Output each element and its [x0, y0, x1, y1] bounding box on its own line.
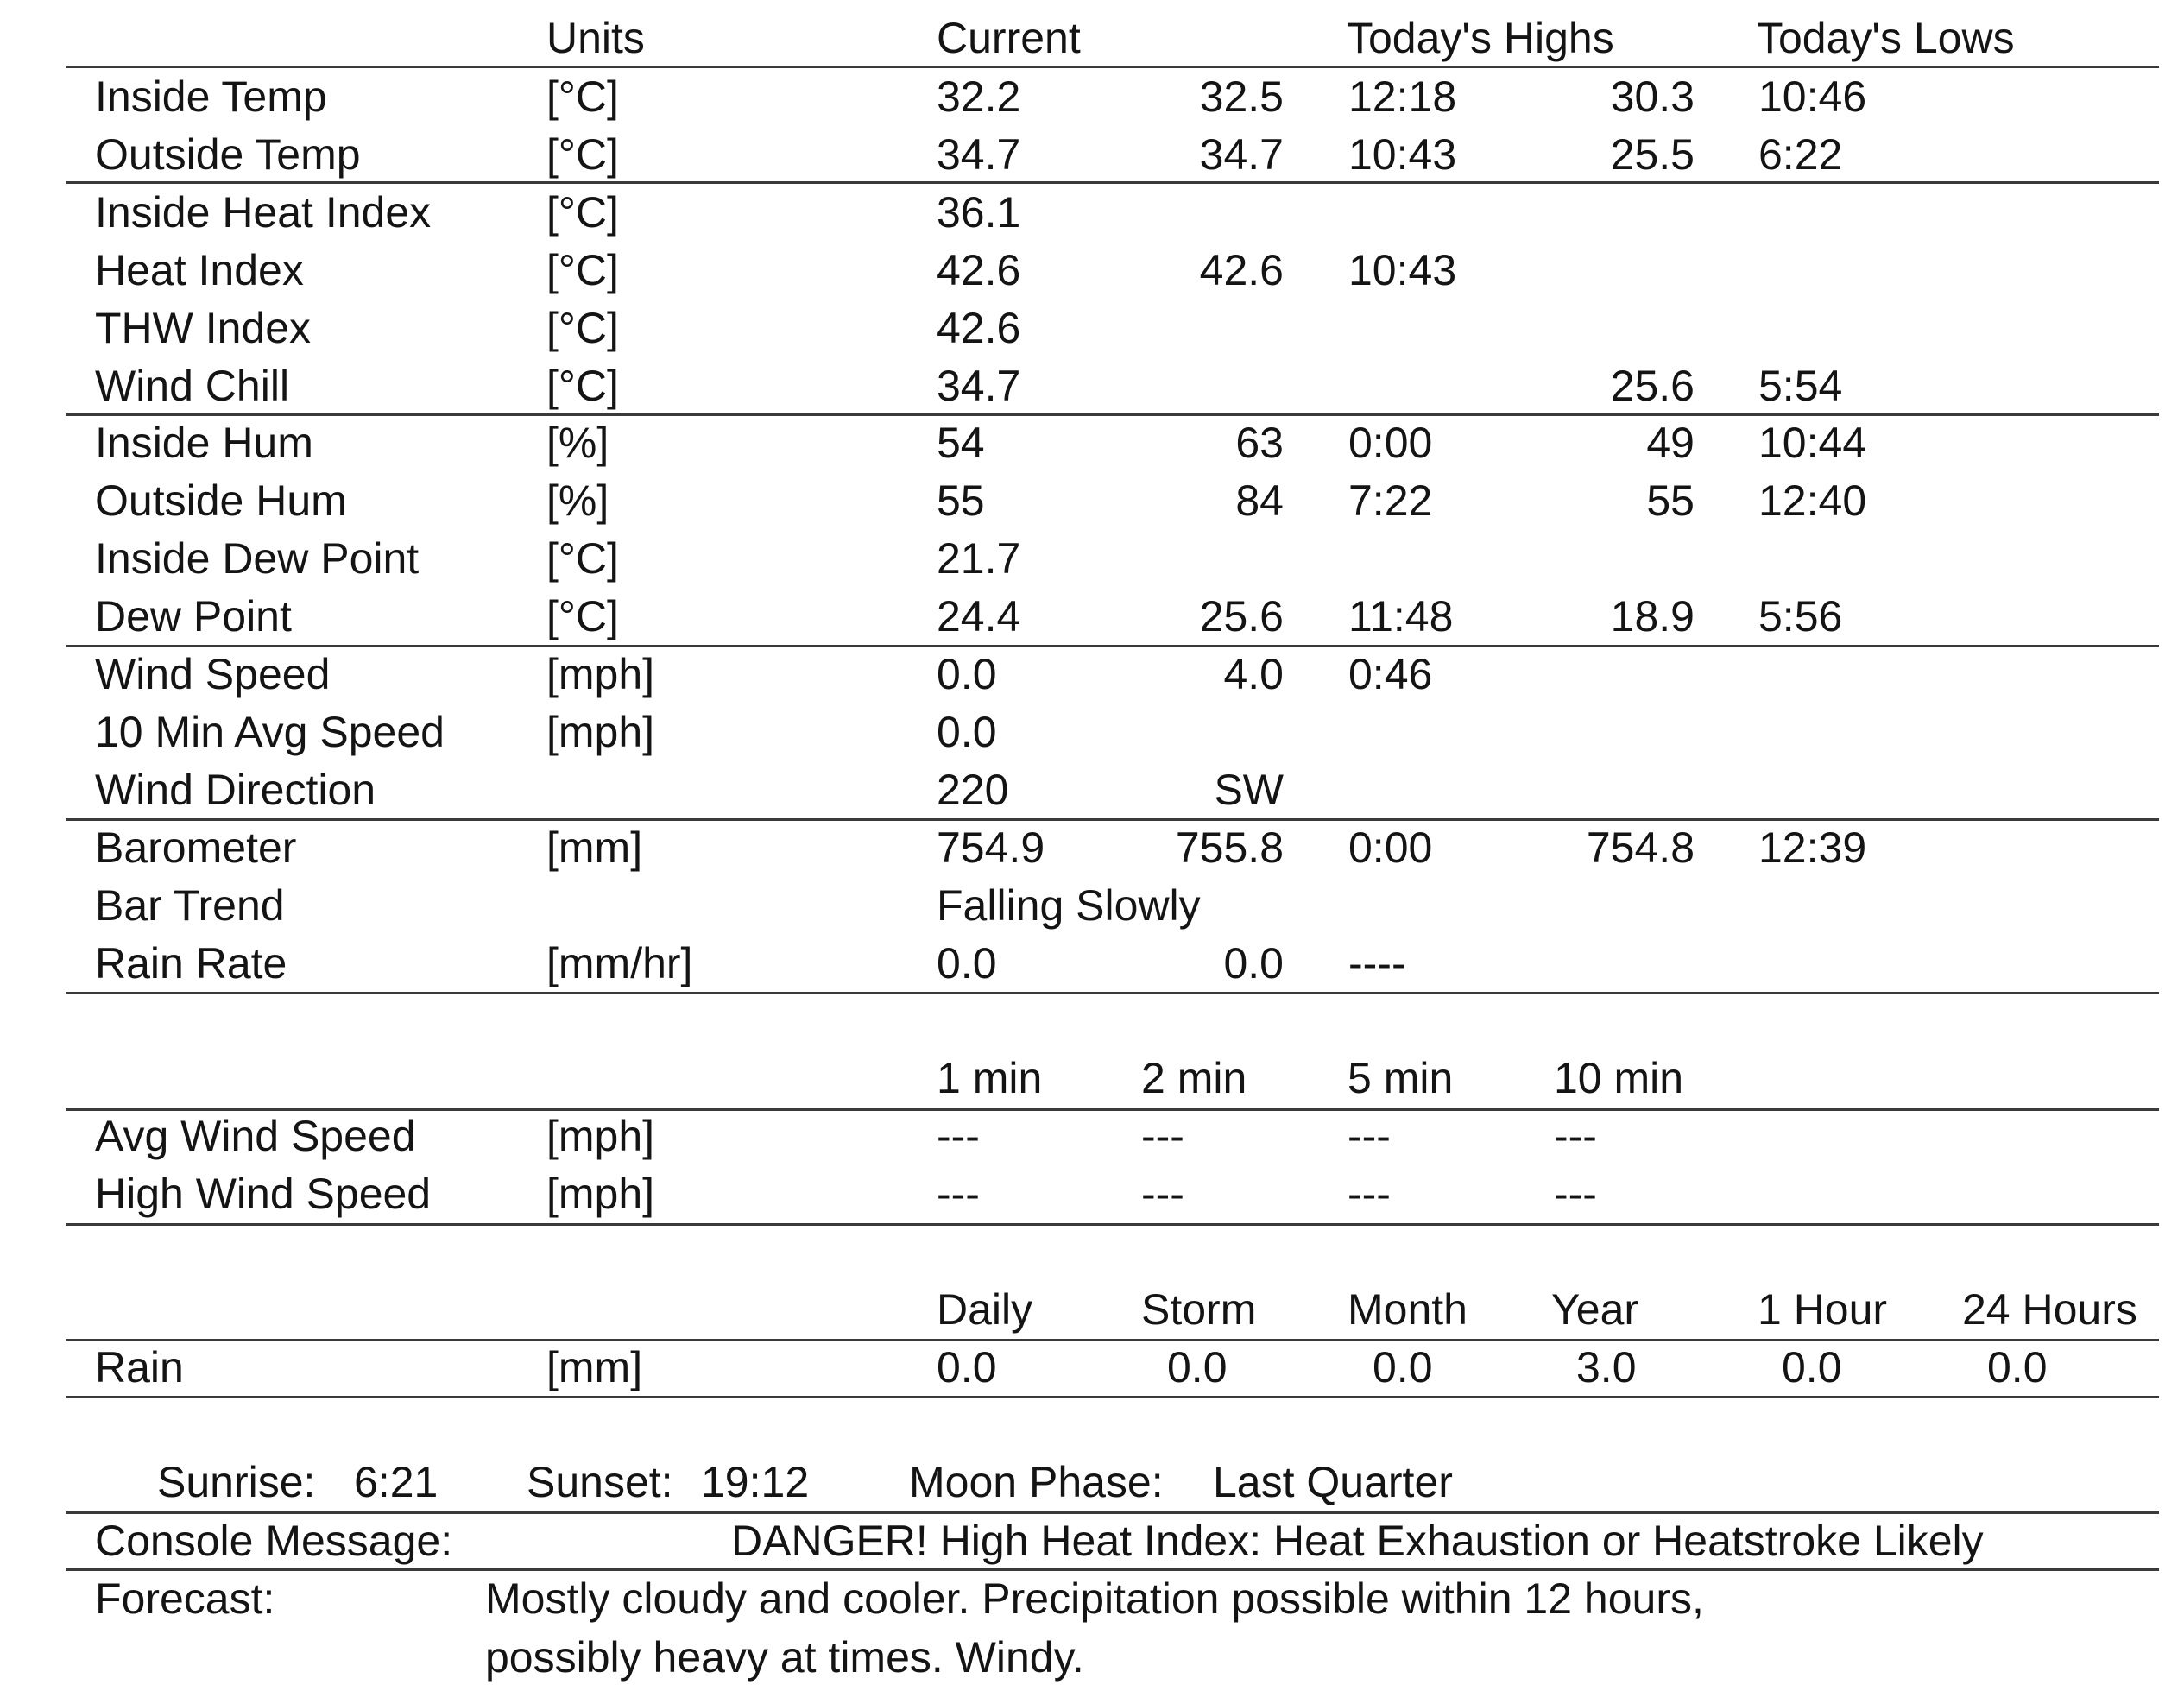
reading-label: Outside Temp	[95, 129, 361, 179]
reading-current: 21.7	[937, 534, 1021, 584]
reading-low-time: 6:22	[1758, 129, 1843, 179]
rain-col-1hour: 1 Hour	[1758, 1285, 1888, 1334]
rain-col-storm: Storm	[1141, 1285, 1257, 1334]
reading-current: 0.0	[937, 707, 997, 756]
reading-current: 0.0	[937, 938, 997, 987]
rain-1hour: 0.0	[1782, 1343, 1842, 1391]
console-message-label: Console Message:	[95, 1517, 453, 1565]
reading-high: 25.6	[1199, 592, 1284, 641]
wind-col-10min: 10 min	[1554, 1054, 1684, 1102]
reading-low: 754.8	[1586, 823, 1695, 872]
reading-label: Outside Hum	[95, 476, 347, 526]
divider	[66, 818, 2159, 821]
divider	[66, 1223, 2159, 1226]
high-wind-5min: ---	[1348, 1170, 1391, 1218]
reading-units: [%]	[546, 476, 609, 526]
reading-units: [mm/hr]	[546, 938, 693, 987]
reading-current: 54	[937, 419, 985, 468]
reading-high-time: 11:48	[1348, 592, 1454, 641]
header-current: Current	[937, 14, 1081, 62]
reading-low-time: 12:40	[1758, 476, 1867, 526]
reading-low: 25.5	[1610, 129, 1695, 179]
sunrise-value: 6:21	[354, 1458, 439, 1506]
high-wind-10min: ---	[1554, 1170, 1597, 1218]
reading-low: 49	[1646, 419, 1695, 468]
sunset-label: Sunset:	[527, 1458, 673, 1506]
reading-units: [°C]	[546, 592, 619, 641]
reading-units: [°C]	[546, 73, 619, 121]
reading-high: 4.0	[1223, 650, 1284, 698]
divider	[66, 413, 2159, 416]
reading-high-time: 12:18	[1348, 73, 1457, 121]
forecast-line-1: Mostly cloudy and cooler. Precipitation possible within 12 hours,	[485, 1574, 1704, 1623]
reading-current: 42.6	[937, 303, 1021, 352]
reading-current: 220	[937, 765, 1009, 814]
reading-low: 25.6	[1610, 361, 1695, 410]
wind-col-2min: 2 min	[1141, 1054, 1247, 1102]
rain-24hours: 0.0	[1987, 1343, 2048, 1391]
reading-high-time: 7:22	[1348, 476, 1433, 526]
divider	[66, 992, 2159, 994]
reading-current: Falling Slowly	[937, 880, 1201, 930]
reading-low-time: 5:54	[1758, 361, 1843, 410]
reading-high: SW	[1214, 765, 1284, 814]
reading-current: 55	[937, 476, 985, 526]
avg-wind-10min: ---	[1554, 1112, 1597, 1160]
reading-units: [°C]	[546, 245, 619, 294]
console-message: DANGER! High Heat Index: Heat Exhaustion or Heatstroke Likely	[731, 1517, 1984, 1565]
header-todays-lows: Today's Lows	[1757, 14, 2015, 62]
rain-label: Rain	[95, 1343, 184, 1391]
reading-label: Wind Chill	[95, 361, 290, 410]
divider	[66, 1568, 2159, 1571]
reading-units: [%]	[546, 419, 609, 468]
reading-current: 24.4	[937, 592, 1021, 641]
reading-label: Inside Hum	[95, 419, 313, 468]
reading-label: Rain Rate	[95, 938, 287, 987]
reading-high: 63	[1235, 419, 1284, 468]
divider	[66, 1511, 2159, 1514]
divider	[66, 1339, 2159, 1341]
reading-high: 42.6	[1199, 245, 1284, 294]
avg-wind-2min: ---	[1141, 1112, 1184, 1160]
divider	[66, 181, 2159, 184]
rain-year: 3.0	[1576, 1343, 1637, 1391]
reading-high-time: 0:00	[1348, 419, 1433, 468]
reading-units: [mph]	[546, 707, 655, 756]
reading-label: Wind Speed	[95, 650, 331, 698]
wind-col-1min: 1 min	[937, 1054, 1043, 1102]
reading-high-time: 10:43	[1348, 245, 1457, 294]
reading-label: Dew Point	[95, 592, 292, 641]
reading-high: 32.5	[1199, 73, 1284, 121]
high-wind-2min: ---	[1141, 1170, 1184, 1218]
forecast-line-2: possibly heavy at times. Windy.	[485, 1633, 1084, 1682]
avg-wind-1min: ---	[937, 1112, 980, 1160]
header-todays-highs: Today's Highs	[1347, 14, 1614, 62]
reading-current: 34.7	[937, 361, 1021, 410]
reading-units: [°C]	[546, 534, 619, 584]
reading-label: THW Index	[95, 303, 312, 352]
reading-label: Barometer	[95, 823, 297, 872]
reading-units: [°C]	[546, 187, 619, 237]
rain-daily: 0.0	[937, 1343, 997, 1391]
reading-low-time: 12:39	[1758, 823, 1867, 872]
divider	[66, 645, 2159, 647]
reading-label: Inside Temp	[95, 73, 327, 121]
reading-label: Inside Heat Index	[95, 187, 432, 237]
reading-low: 18.9	[1610, 592, 1695, 641]
forecast-label: Forecast:	[95, 1574, 275, 1623]
reading-high: 34.7	[1199, 129, 1284, 179]
reading-current: 754.9	[937, 823, 1045, 872]
reading-current: 0.0	[937, 650, 997, 698]
avg-wind-speed-units: [mph]	[546, 1112, 655, 1160]
reading-high-time: 0:46	[1348, 650, 1433, 698]
high-wind-speed-units: [mph]	[546, 1170, 655, 1218]
high-wind-speed-label: High Wind Speed	[95, 1170, 432, 1218]
divider	[66, 66, 2159, 68]
header-units: Units	[546, 14, 645, 62]
reading-high: 0.0	[1223, 938, 1284, 987]
reading-label: 10 Min Avg Speed	[95, 707, 445, 756]
reading-high-time: ----	[1348, 938, 1406, 987]
reading-high-time: 0:00	[1348, 823, 1433, 872]
reading-low-time: 10:44	[1758, 419, 1867, 468]
reading-units: [°C]	[546, 361, 619, 410]
rain-month: 0.0	[1373, 1343, 1433, 1391]
wind-col-5min: 5 min	[1348, 1054, 1454, 1102]
avg-wind-5min: ---	[1348, 1112, 1391, 1160]
reading-current: 42.6	[937, 245, 1021, 294]
reading-low: 30.3	[1610, 73, 1695, 121]
reading-label: Inside Dew Point	[95, 534, 420, 584]
moon-phase-value: Last Quarter	[1213, 1458, 1453, 1506]
reading-high: 755.8	[1175, 823, 1284, 872]
reading-units: [°C]	[546, 129, 619, 179]
rain-storm: 0.0	[1167, 1343, 1228, 1391]
rain-col-daily: Daily	[937, 1285, 1033, 1334]
reading-label: Bar Trend	[95, 880, 285, 930]
reading-high-time: 10:43	[1348, 129, 1457, 179]
reading-high: 84	[1235, 476, 1284, 526]
reading-label: Wind Direction	[95, 765, 376, 814]
avg-wind-speed-label: Avg Wind Speed	[95, 1112, 416, 1160]
sunset-value: 19:12	[701, 1458, 810, 1506]
reading-low-time: 10:46	[1758, 73, 1867, 121]
sunrise-label: Sunrise:	[157, 1458, 316, 1506]
reading-units: [°C]	[546, 303, 619, 352]
reading-units: [mph]	[546, 650, 655, 698]
high-wind-1min: ---	[937, 1170, 980, 1218]
reading-label: Heat Index	[95, 245, 304, 294]
reading-current: 32.2	[937, 73, 1021, 121]
moon-phase-label: Moon Phase:	[909, 1458, 1164, 1506]
reading-low-time: 5:56	[1758, 592, 1843, 641]
rain-col-24hours: 24 Hours	[1962, 1285, 2137, 1334]
reading-low: 55	[1646, 476, 1695, 526]
reading-current: 36.1	[937, 187, 1021, 237]
reading-units: [mm]	[546, 823, 643, 872]
reading-current: 34.7	[937, 129, 1021, 179]
rain-units: [mm]	[546, 1343, 643, 1391]
rain-col-month: Month	[1348, 1285, 1468, 1334]
rain-col-year: Year	[1551, 1285, 1639, 1334]
divider	[66, 1396, 2159, 1398]
